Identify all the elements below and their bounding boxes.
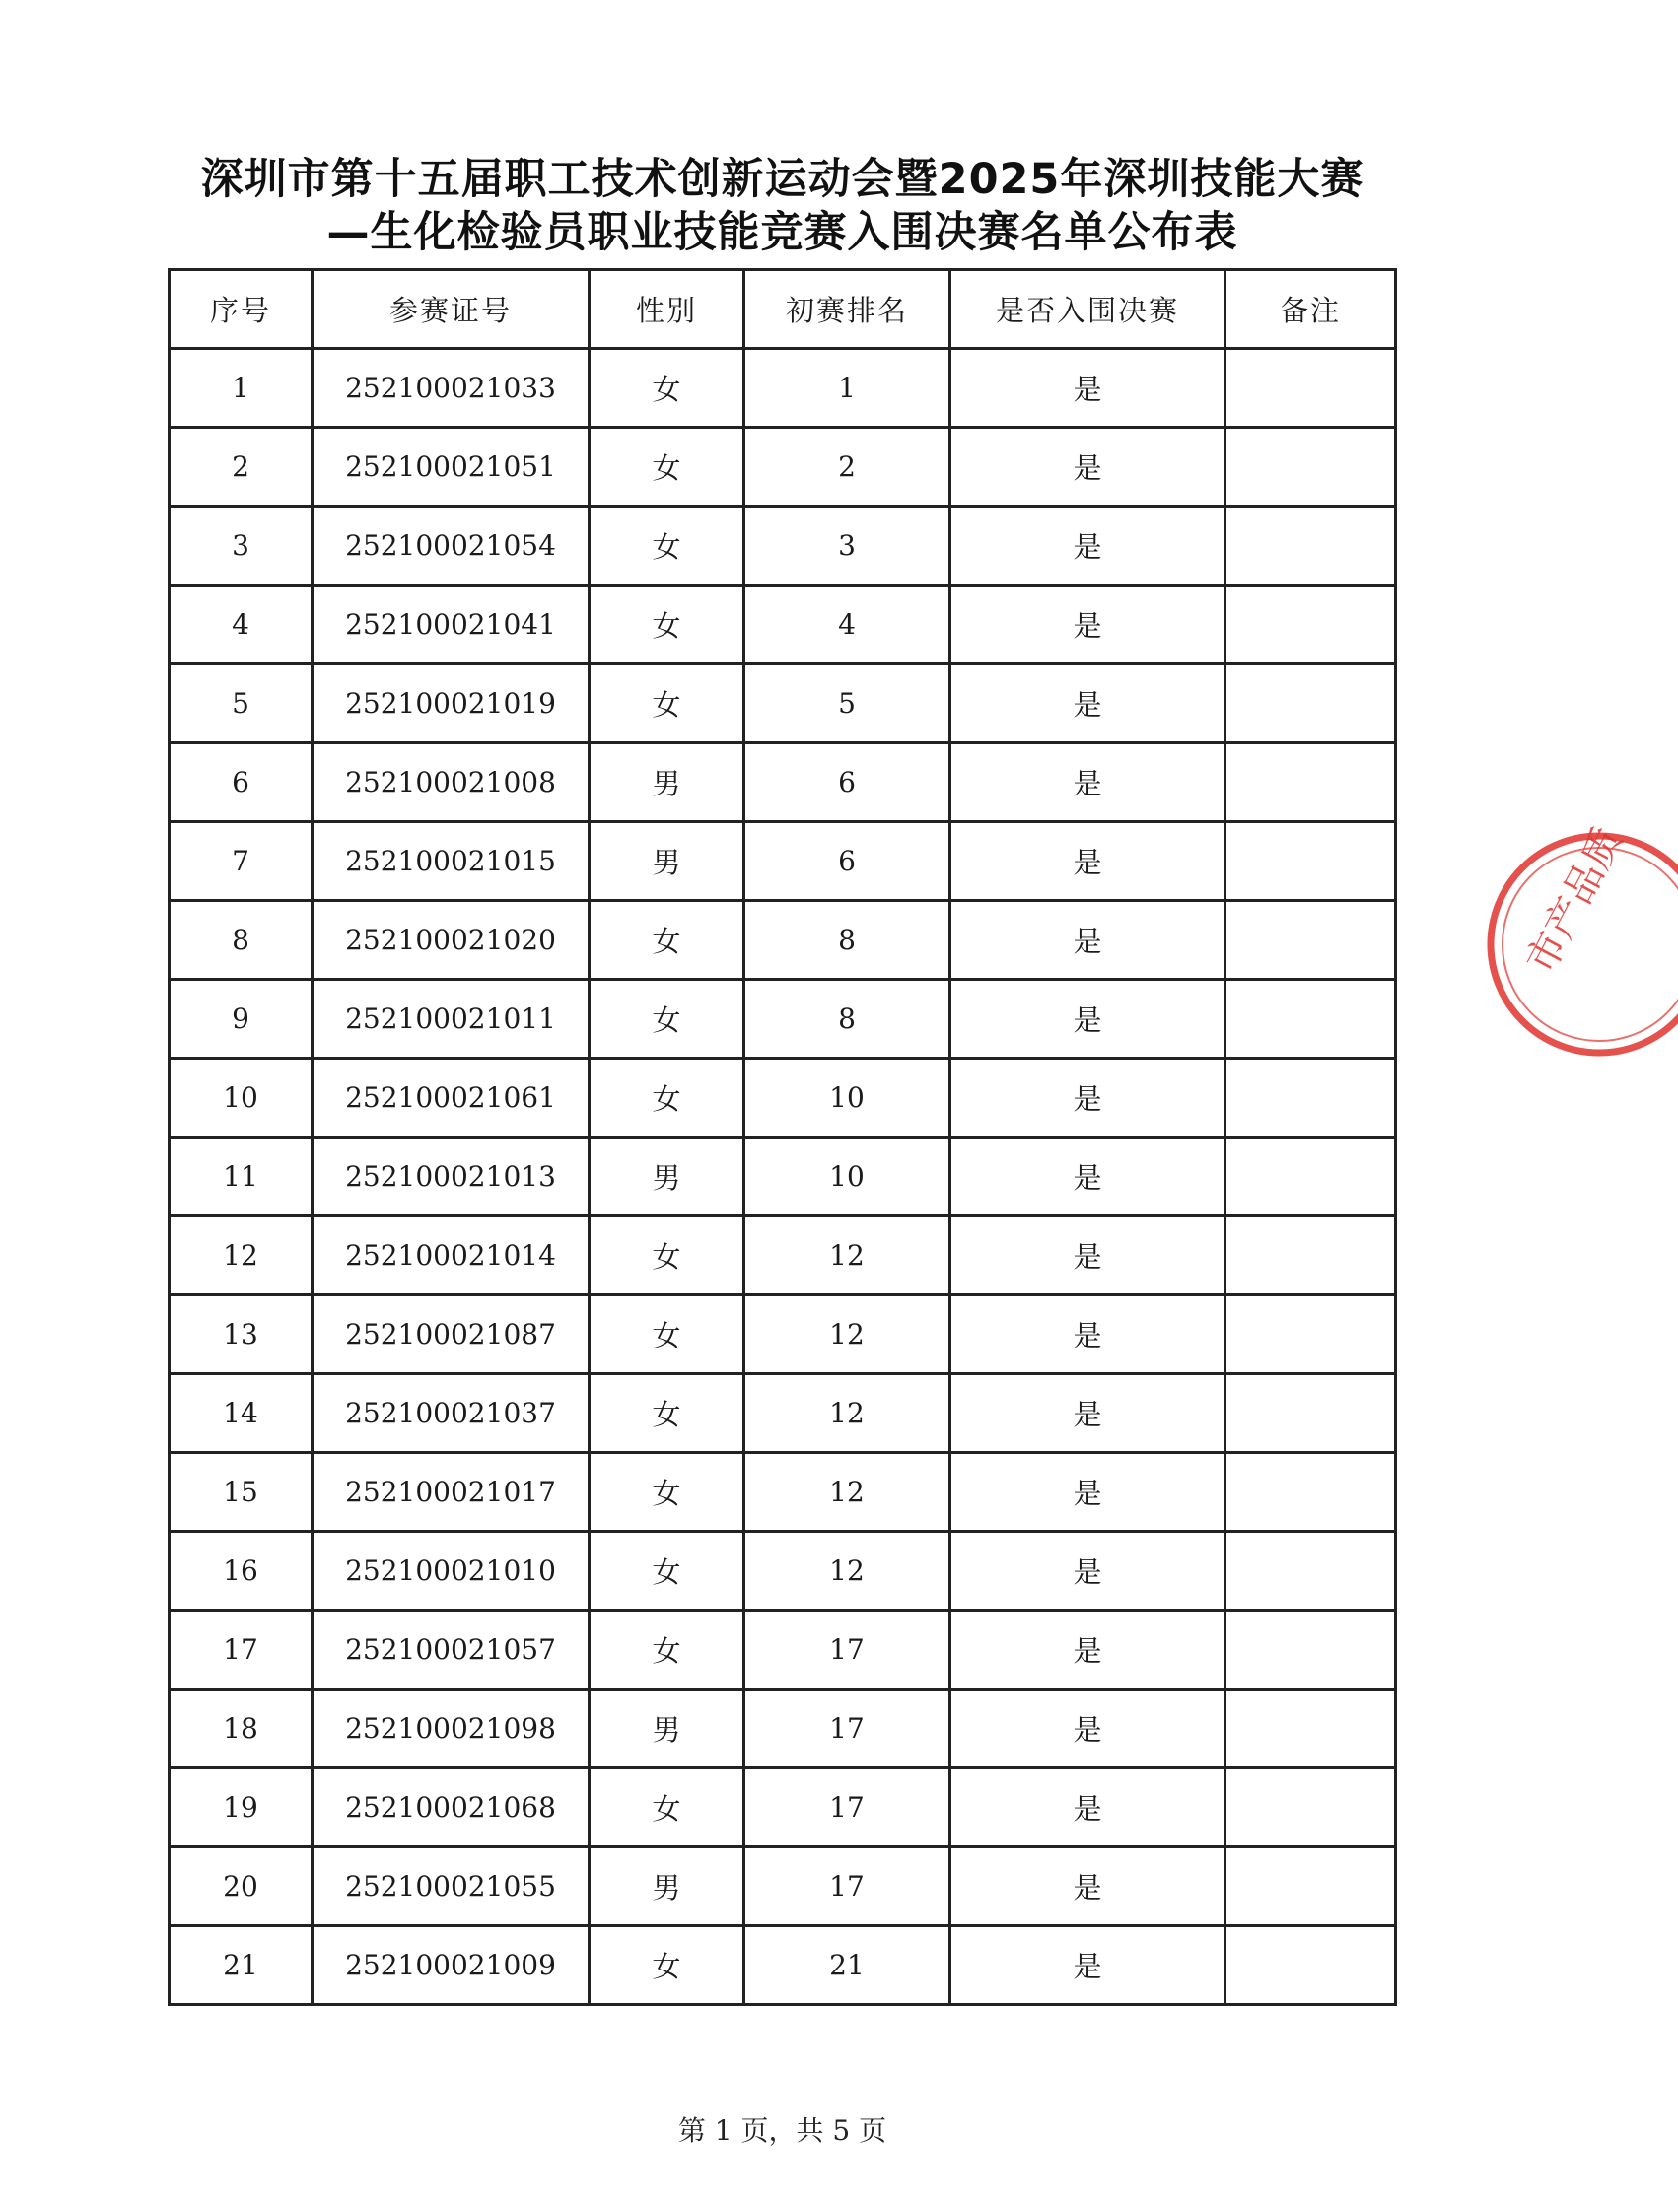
table-row [170, 1138, 1396, 1216]
cell-cert: 252100021061 [313, 1059, 590, 1138]
cell-sex: 女 [590, 901, 744, 980]
cell-rank: 12 [744, 1216, 950, 1295]
cell-final: 是 [950, 980, 1225, 1059]
cell-seq: 8 [170, 901, 313, 980]
cell-rank: 17 [744, 1611, 950, 1690]
cell-rank: 6 [744, 743, 950, 822]
cell-cert: 252100021054 [313, 507, 590, 586]
cell-cert: 252100021015 [313, 822, 590, 901]
cell-final: 是 [950, 1374, 1225, 1453]
cell-final: 是 [950, 1768, 1225, 1847]
cell-cert: 252100021013 [313, 1138, 590, 1216]
table-row [170, 1295, 1396, 1374]
cell-seq: 11 [170, 1138, 313, 1216]
cell-sex: 女 [590, 349, 744, 428]
table-row [170, 1374, 1396, 1453]
table-row [170, 822, 1396, 901]
cell-sex: 女 [590, 1532, 744, 1611]
cell-seq: 13 [170, 1295, 313, 1374]
cell-seq: 7 [170, 822, 313, 901]
cell-sex: 女 [590, 1768, 744, 1847]
cell-sex: 男 [590, 1138, 744, 1216]
table-row [170, 349, 1396, 428]
cell-sex: 女 [590, 1374, 744, 1453]
header-cert: 参赛证号 [313, 270, 590, 349]
cell-cert: 252100021033 [313, 349, 590, 428]
cell-final: 是 [950, 1847, 1225, 1926]
document-title-line1: 深圳市第十五届职工技术创新运动会暨2025年深圳技能大赛 [200, 155, 1364, 204]
cell-cert: 252100021020 [313, 901, 590, 980]
table-row [170, 901, 1396, 980]
cell-sex: 女 [590, 507, 744, 586]
cell-seq: 15 [170, 1453, 313, 1532]
cell-note [1225, 1059, 1396, 1138]
table-row [170, 1453, 1396, 1532]
cell-rank: 17 [744, 1847, 950, 1926]
cell-note [1225, 822, 1396, 901]
cell-seq: 6 [170, 743, 313, 822]
cell-note [1225, 743, 1396, 822]
cell-cert: 252100021009 [313, 1926, 590, 2005]
cell-rank: 21 [744, 1926, 950, 2005]
cell-note [1225, 1374, 1396, 1453]
table-row [170, 980, 1396, 1059]
cell-seq: 9 [170, 980, 313, 1059]
cell-final: 是 [950, 664, 1225, 743]
cell-sex: 男 [590, 1690, 744, 1768]
cell-sex: 女 [590, 1216, 744, 1295]
cell-seq: 12 [170, 1216, 313, 1295]
cell-final: 是 [950, 1926, 1225, 2005]
table-row [170, 1768, 1396, 1847]
cell-cert: 252100021014 [313, 1216, 590, 1295]
cell-sex: 女 [590, 664, 744, 743]
cell-final: 是 [950, 822, 1225, 901]
cell-note [1225, 1532, 1396, 1611]
cell-final: 是 [950, 349, 1225, 428]
cell-note [1225, 980, 1396, 1059]
official-seal-stamp [1461, 796, 1678, 1092]
cell-sex: 女 [590, 980, 744, 1059]
header-note: 备注 [1225, 270, 1396, 349]
cell-sex: 女 [590, 586, 744, 664]
document-title-line2: —生化检验员职业技能竞赛入围决赛名单公布表 [326, 208, 1238, 257]
cell-final: 是 [950, 507, 1225, 586]
cell-seq: 16 [170, 1532, 313, 1611]
cell-note [1225, 586, 1396, 664]
cell-cert: 252100021041 [313, 586, 590, 664]
table-header-row [170, 270, 1396, 349]
cell-final: 是 [950, 1059, 1225, 1138]
table-body [170, 349, 1396, 2005]
cell-rank: 4 [744, 586, 950, 664]
cell-rank: 17 [744, 1690, 950, 1768]
cell-sex: 男 [590, 743, 744, 822]
cell-seq: 18 [170, 1690, 313, 1768]
cell-seq: 5 [170, 664, 313, 743]
cell-rank: 10 [744, 1138, 950, 1216]
cell-rank: 17 [744, 1768, 950, 1847]
table-row [170, 1847, 1396, 1926]
cell-seq: 21 [170, 1926, 313, 2005]
cell-note [1225, 1216, 1396, 1295]
cell-sex: 女 [590, 1295, 744, 1374]
cell-rank: 12 [744, 1532, 950, 1611]
cell-cert: 252100021057 [313, 1611, 590, 1690]
cell-seq: 20 [170, 1847, 313, 1926]
cell-seq: 1 [170, 349, 313, 428]
cell-cert: 252100021017 [313, 1453, 590, 1532]
cell-note [1225, 664, 1396, 743]
cell-cert: 252100021010 [313, 1532, 590, 1611]
header-rank: 初赛排名 [744, 270, 950, 349]
cell-cert: 252100021011 [313, 980, 590, 1059]
cell-sex: 男 [590, 822, 744, 901]
table-row [170, 1926, 1396, 2005]
cell-seq: 3 [170, 507, 313, 586]
cell-note [1225, 1690, 1396, 1768]
cell-note [1225, 1453, 1396, 1532]
cell-final: 是 [950, 428, 1225, 507]
cell-rank: 1 [744, 349, 950, 428]
cell-final: 是 [950, 1532, 1225, 1611]
cell-rank: 12 [744, 1453, 950, 1532]
cell-final: 是 [950, 1138, 1225, 1216]
cell-cert: 252100021008 [313, 743, 590, 822]
cell-seq: 4 [170, 586, 313, 664]
table-row [170, 1059, 1396, 1138]
cell-final: 是 [950, 1216, 1225, 1295]
cell-seq: 2 [170, 428, 313, 507]
cell-cert: 252100021055 [313, 1847, 590, 1926]
cell-note [1225, 1295, 1396, 1374]
table-row [170, 1532, 1396, 1611]
cell-note [1225, 1847, 1396, 1926]
cell-sex: 男 [590, 1847, 744, 1926]
cell-note [1225, 1926, 1396, 2005]
cell-cert: 252100021098 [313, 1690, 590, 1768]
cell-note [1225, 1768, 1396, 1847]
cell-rank: 6 [744, 822, 950, 901]
table-row [170, 586, 1396, 664]
header-final: 是否入围决赛 [950, 270, 1225, 349]
cell-seq: 19 [170, 1768, 313, 1847]
table-row [170, 1611, 1396, 1690]
table-row [170, 1216, 1396, 1295]
cell-rank: 3 [744, 507, 950, 586]
cell-sex: 女 [590, 1611, 744, 1690]
cell-sex: 女 [590, 1059, 744, 1138]
svg-text:市产品质: 市产品质 [1517, 820, 1633, 981]
cell-final: 是 [950, 743, 1225, 822]
cell-note [1225, 507, 1396, 586]
cell-cert: 252100021051 [313, 428, 590, 507]
cell-rank: 10 [744, 1059, 950, 1138]
cell-rank: 12 [744, 1295, 950, 1374]
cell-note [1225, 1138, 1396, 1216]
cell-final: 是 [950, 1611, 1225, 1690]
cell-note [1225, 349, 1396, 428]
cell-cert: 252100021019 [313, 664, 590, 743]
cell-rank: 5 [744, 664, 950, 743]
cell-final: 是 [950, 901, 1225, 980]
cell-final: 是 [950, 1295, 1225, 1374]
cell-rank: 8 [744, 980, 950, 1059]
cell-sex: 女 [590, 1926, 744, 2005]
table-row [170, 743, 1396, 822]
cell-final: 是 [950, 1690, 1225, 1768]
header-sex: 性别 [590, 270, 744, 349]
cell-rank: 8 [744, 901, 950, 980]
cell-cert: 252100021037 [313, 1374, 590, 1453]
cell-note [1225, 1611, 1396, 1690]
cell-cert: 252100021087 [313, 1295, 590, 1374]
page-number: 第 1 页，共 5 页 [677, 2114, 887, 2147]
finalists-table [168, 268, 1397, 2006]
table-row [170, 1690, 1396, 1768]
header-seq: 序号 [170, 270, 313, 349]
cell-sex: 女 [590, 1453, 744, 1532]
cell-note [1225, 901, 1396, 980]
cell-sex: 女 [590, 428, 744, 507]
table-row [170, 664, 1396, 743]
cell-final: 是 [950, 586, 1225, 664]
cell-rank: 12 [744, 1374, 950, 1453]
cell-seq: 10 [170, 1059, 313, 1138]
table-row [170, 507, 1396, 586]
cell-rank: 2 [744, 428, 950, 507]
cell-seq: 17 [170, 1611, 313, 1690]
cell-seq: 14 [170, 1374, 313, 1453]
cell-final: 是 [950, 1453, 1225, 1532]
cell-cert: 252100021068 [313, 1768, 590, 1847]
cell-note [1225, 428, 1396, 507]
table-row [170, 428, 1396, 507]
